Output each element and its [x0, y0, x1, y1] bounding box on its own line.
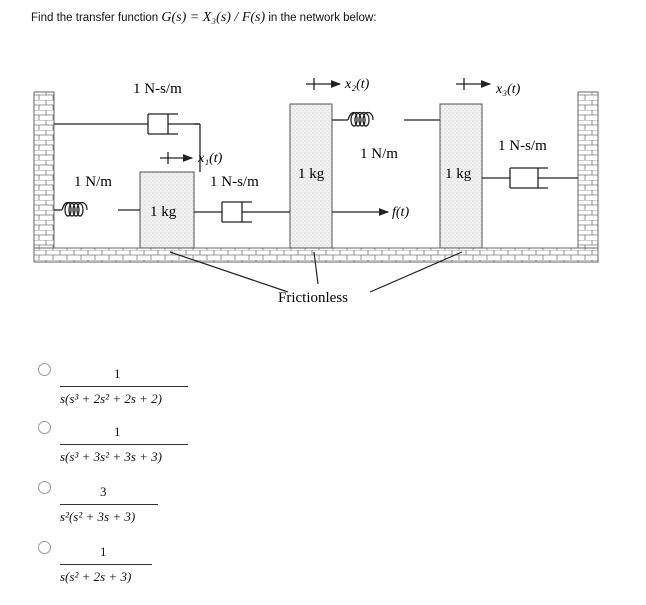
label-x2: x₂(t) — [345, 77, 370, 92]
option-2-denominator: s(s³ + 3s² + 3s + 3) — [60, 449, 163, 464]
label-mass2: 1 kg — [298, 166, 325, 182]
damper-right — [482, 168, 578, 188]
label-damper-middle: 1 N-s/m — [210, 174, 259, 190]
label-frictionless: Frictionless — [278, 290, 348, 306]
question-suffix: in the network below: — [265, 12, 377, 24]
option-4-denominator: s(s² + 2s + 3) — [60, 569, 132, 584]
option-4-radio[interactable] — [38, 541, 51, 554]
damper-middle — [194, 202, 290, 222]
left-wall — [34, 92, 54, 262]
label-force: f(t) — [392, 205, 410, 220]
option-1-numerator: 1 — [114, 366, 121, 381]
label-spring-middle: 1 N/m — [360, 146, 398, 162]
label-spring-left: 1 N/m — [74, 174, 112, 190]
option-3-bar — [60, 504, 158, 505]
label-damper-right: 1 N-s/m — [498, 138, 547, 154]
answer-option-3[interactable] — [38, 478, 218, 540]
option-2-numerator: 1 — [114, 424, 121, 439]
option-4-bar — [60, 564, 152, 565]
option-1-radio[interactable] — [38, 363, 51, 376]
option-2-radio[interactable] — [38, 421, 51, 434]
option-3-radio[interactable] — [38, 481, 51, 494]
answer-option-2[interactable] — [38, 418, 218, 480]
answer-option-4[interactable] — [38, 538, 218, 600]
option-1-fraction — [60, 366, 188, 407]
option-1-bar — [60, 386, 188, 387]
option-1-denominator: s(s³ + 2s² + 2s + 2) — [60, 391, 163, 406]
option-4-numerator: 1 — [100, 544, 107, 559]
option-2-fraction — [60, 424, 188, 465]
spring-middle — [332, 113, 440, 127]
question-prefix: Find the transfer function — [31, 12, 162, 24]
label-mass3: 1 kg — [445, 166, 472, 182]
damper-top — [54, 114, 200, 134]
option-3-fraction — [60, 484, 158, 525]
label-x3: x₃(t) — [496, 82, 521, 97]
label-mass1: 1 kg — [150, 204, 177, 220]
transfer-function-expression: G(s) = X₃(s) / F(s) — [161, 10, 266, 25]
ground — [34, 248, 598, 262]
option-3-denominator: s²(s² + 3s + 3) — [60, 509, 136, 524]
option-2-bar — [60, 444, 188, 445]
option-3-numerator: 3 — [100, 484, 107, 499]
spring-left — [54, 203, 140, 217]
option-4-fraction — [60, 544, 152, 585]
answer-option-1[interactable] — [38, 360, 218, 422]
label-damper-top: 1 N-s/m — [133, 81, 182, 97]
right-wall — [578, 92, 598, 262]
label-x1: x₁(t) — [198, 151, 223, 166]
